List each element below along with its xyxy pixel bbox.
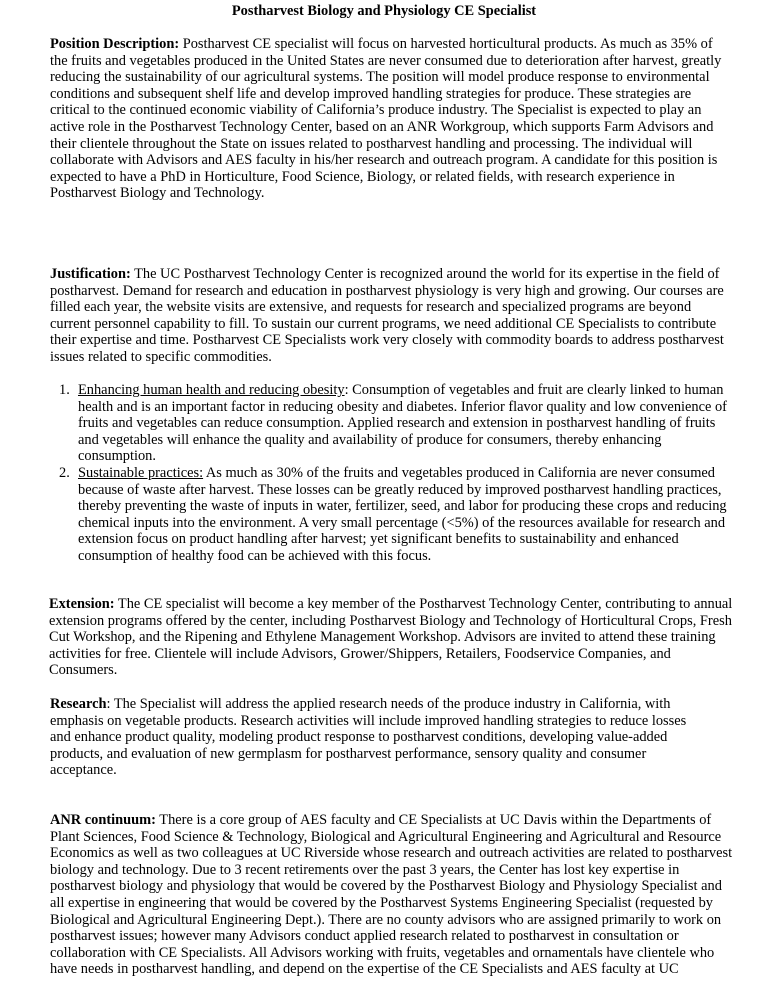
document-title: Postharvest Biology and Physiology CE Specialist bbox=[231, 3, 537, 19]
list-item-number: 2. bbox=[59, 464, 70, 481]
justification-section bbox=[50, 266, 728, 366]
anr-continuum-text: There is a core group of AES faculty and CE Specialists at UC Davis within the Departments of Plant Sciences, Food Science & Technology, Biological and Agricultural Engineering and Agricultural and Resource Economics as well as two colleagues at UC Riverside whose research and outreach activities are related to postharvest biology and technology. Due to 3 recent retirements over the past 3 years, the Center has lost key expertise in postharvest biology and physiology that would be covered by the Postharvest Biology and Physiology Specialist and all expertise in engineering that would be covered by the Postharvest Systems Engineering Specialist (requested by Biological and Agricultural Engineering Dept.). There are no county advisors who are assigned primarily to work on postharvest issues; however many Advisors conduct applied research related to postharvest in consultation or collaboration with CE Specialists. All Advisors working with fruits, vegetables and ornamentals have clientele who have needs in postharvest handling, and depend on the expertise of the CE Specialists and AES faculty at UC bbox=[50, 812, 733, 978]
list-item bbox=[59, 382, 728, 465]
research-text: : The Specialist will address the applied research needs of the produce industry in California, with emphasis on vegetable products. Research activities will include improved handling strategies to reduce losses and enhance product quality, modeling product response to postharvest conditions, developing value-added products, and evaluation of new germplasm for postharvest performance, sensory quality and consumer acceptance. bbox=[50, 696, 687, 779]
list-item-number: 1. bbox=[59, 382, 70, 398]
list-item-heading: Sustainable practices: bbox=[78, 464, 204, 481]
list-item-separator: : bbox=[344, 382, 349, 398]
list-item-text: Consumption of vegetables and fruit are clearly linked to human health and is an important factor in reducing obesity and diabetes. Inferior flavor quality and low convenience of fruits and vegetables can reduce consumption. Applied research and extension in postharvest handling of fruits and vegetables will enhance the quality and availability of produce for consumers, thereby enhancing consumption. bbox=[78, 382, 727, 465]
extension-section bbox=[49, 596, 733, 679]
extension-text: The CE specialist will become a key member of the Postharvest Technology Center, contributing to annual extension programs offered by the center, including Postharvest Biology and Technology of Horticultural Crops, Fresh Cut Workshop, and the Ripening and Ethylene Management Workshop. Advisors are invited to attend these training activities for free. Clientele will include Advisors, Grower/Shippers, Retailers, Foodservice Companies, and Consumers. bbox=[49, 596, 733, 679]
research-section bbox=[50, 696, 696, 779]
list-item bbox=[59, 464, 728, 565]
research-label: Research bbox=[50, 696, 107, 712]
list-item-text: As much as 30% of the fruits and vegetables produced in California are never consumed because of waste after harvest. These losses can be greatly reduced by improved postharvest handling practices, thereby preventing the waste of inputs in water, fertilizer, seed, and labor for producing these crops and reducing chemical inputs into the environment. A very small percentage (<5%) of the resources available for research and extension focus on product handling after harvest; yet significant benefits to sustainability and enhanced consumption of healthy food can be achieved with this focus. bbox=[78, 464, 727, 564]
list-item-heading: Enhancing human health and reducing obesity bbox=[78, 382, 345, 398]
position-description-section bbox=[50, 36, 728, 202]
justification-list bbox=[59, 382, 728, 565]
justification-label: Justification: bbox=[50, 266, 131, 282]
justification-text: The UC Postharvest Technology Center is recognized around the world for its expertise in the field of postharvest. Demand for research and education in postharvest physiology is very high and growing. Our courses are filled each year, the website visits are extensive, and requests for research and specialized programs are beyond current personnel capability to fill. To sustain our current programs, we need additional CE Specialists to contribute their expertise and time. Postharvest CE Specialists work very closely with commodity boards to address postharvest issues related to specific commodities. bbox=[50, 266, 724, 365]
position-description-text: Postharvest CE specialist will focus on harvested horticultural products. As much as 35% of the fruits and vegetables produced in the United States are never consumed due to deterioration after harvest, greatly reducing the sustainability of our agricultural systems. The position will model produce response to environmental conditions and subsequent shelf life and develop improved handling strategies for produce. These strategies are critical to the continued economic viability of California’s produce industry. The Specialist is expected to play an active role in the Postharvest Technology Center, based on an ANR Workgroup, which supports Farm Advisors and their clientele throughout the State on issues related to postharvest handling and processing. The individual will collaborate with Advisors and AES faculty in his/her research and outreach program. A candidate for this position is expected to have a PhD in Horticulture, Food Science, Biology, or related fields, with research experience in Postharvest Biology and Technology. bbox=[50, 36, 722, 202]
extension-label: Extension: bbox=[49, 596, 115, 612]
position-description-label: Position Description: bbox=[50, 36, 180, 52]
anr-continuum-section bbox=[50, 812, 736, 978]
anr-continuum-label: ANR continuum: bbox=[50, 812, 156, 828]
